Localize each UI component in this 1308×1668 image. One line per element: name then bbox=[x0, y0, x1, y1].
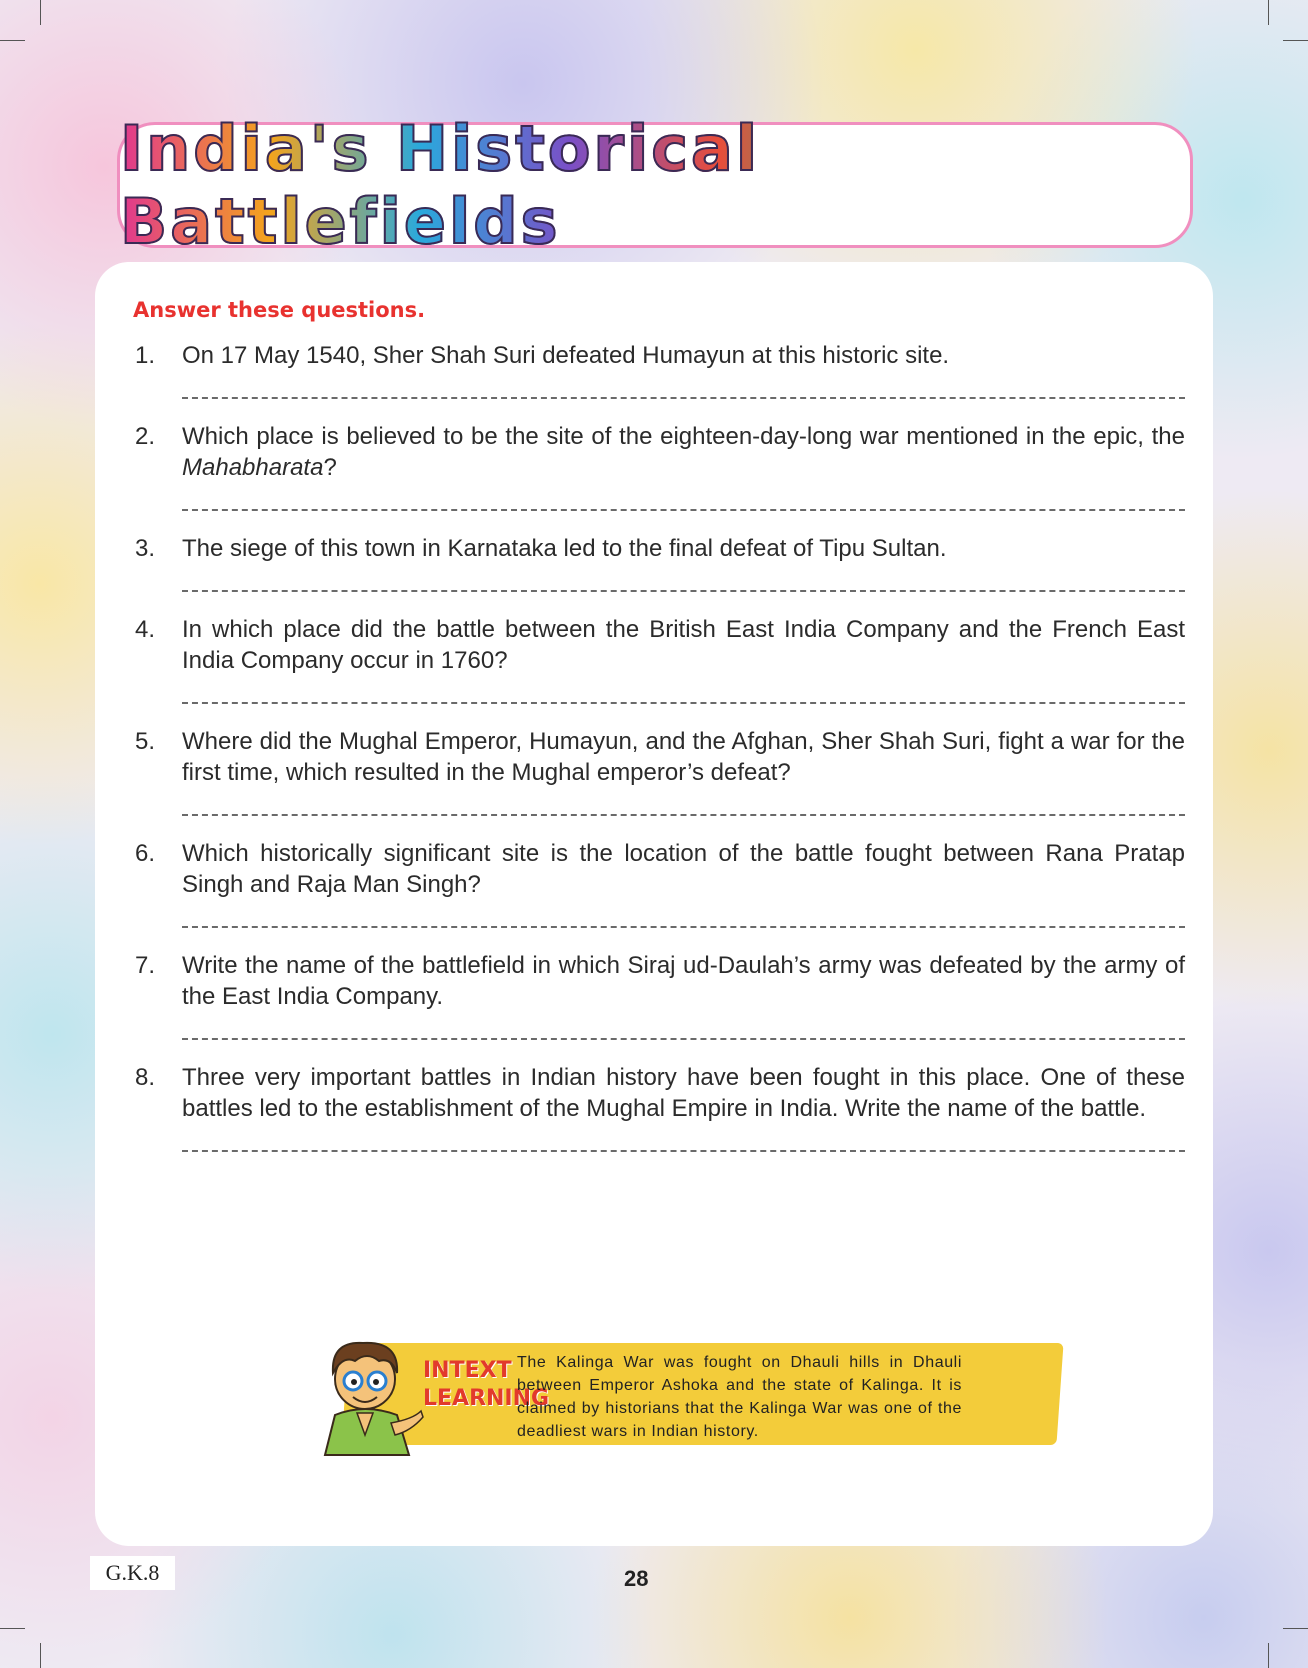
question-number: 1. bbox=[135, 342, 156, 369]
crop-mark bbox=[0, 1628, 25, 1629]
question-item bbox=[135, 533, 1185, 592]
question-number: 2. bbox=[135, 423, 156, 450]
question-body: In which place did the battle between the British East India Company and the French East India Company occur in 1760? bbox=[182, 616, 1185, 674]
question-item bbox=[135, 838, 1185, 928]
crop-mark bbox=[1268, 0, 1269, 25]
crop-mark bbox=[1268, 1643, 1269, 1668]
crop-mark bbox=[1283, 40, 1308, 41]
question-number: 3. bbox=[135, 535, 156, 562]
answer-line[interactable] bbox=[182, 814, 1185, 816]
crop-mark bbox=[40, 1643, 41, 1668]
instruction-heading: Answer these questions. bbox=[133, 298, 426, 322]
question-text bbox=[135, 340, 1185, 371]
question-number: 6. bbox=[135, 840, 156, 867]
crop-mark bbox=[40, 0, 41, 25]
question-body: Which place is believed to be the site of the eighteen-day-long war mentioned in the epic, the bbox=[182, 423, 1185, 450]
intext-learning-text: The Kalinga War was fought on Dhauli hills in Dhauli between Emperor Ashoka and the state of Kalinga. It is claimed by historians that the Kalinga War was one of the deadliest wars in Indian history. bbox=[517, 1354, 962, 1440]
page-number: 28 bbox=[624, 1566, 649, 1591]
crop-mark bbox=[0, 40, 25, 41]
question-item bbox=[135, 421, 1185, 511]
question-list bbox=[135, 340, 1185, 1174]
answer-line[interactable] bbox=[182, 590, 1185, 592]
intext-learning-label bbox=[423, 1357, 550, 1413]
title-banner bbox=[117, 112, 1193, 258]
question-text bbox=[135, 950, 1185, 1012]
intext-learning-box bbox=[305, 1327, 1065, 1457]
question-body: The siege of this town in Karnataka led to the final defeat of Tipu Sultan. bbox=[182, 535, 947, 562]
question-item bbox=[135, 726, 1185, 816]
question-body: On 17 May 1540, Sher Shah Suri defeated Humayun at this historic site. bbox=[182, 342, 950, 369]
question-text bbox=[135, 838, 1185, 900]
question-body: Where did the Mughal Emperor, Humayun, and the Afghan, Sher Shah Suri, fight a war for the first time, which resulted in the Mughal emperor’s defeat? bbox=[182, 728, 1185, 786]
boy-mascot-icon bbox=[305, 1327, 425, 1457]
answer-line[interactable] bbox=[182, 1038, 1185, 1040]
question-text bbox=[135, 726, 1185, 788]
question-body: Three very important battles in Indian history have been fought in this place. One of these battles led to the establishment of the Mughal Empire in India. Write the name of the battle. bbox=[182, 1064, 1185, 1122]
question-text bbox=[135, 533, 1185, 564]
answer-line[interactable] bbox=[182, 702, 1185, 704]
question-body-end: ? bbox=[323, 454, 337, 481]
question-text bbox=[135, 421, 1185, 483]
crop-mark bbox=[1283, 1628, 1308, 1629]
question-text bbox=[135, 1062, 1185, 1124]
intext-label-line2: LEARNING bbox=[423, 1386, 550, 1411]
question-item bbox=[135, 1062, 1185, 1152]
answer-line[interactable] bbox=[182, 509, 1185, 511]
question-number: 4. bbox=[135, 616, 156, 643]
question-item bbox=[135, 340, 1185, 399]
question-body: Write the name of the battlefield in which Siraj ud-Daulah’s army was defeated by the army of the East India Company. bbox=[182, 952, 1185, 1010]
answer-line[interactable] bbox=[182, 1150, 1185, 1152]
answer-line[interactable] bbox=[182, 397, 1185, 399]
question-italic: Mahabharata bbox=[182, 454, 324, 481]
question-text bbox=[135, 614, 1185, 676]
book-code: G.K.8 bbox=[90, 1556, 175, 1590]
question-number: 5. bbox=[135, 728, 156, 755]
worksheet-panel bbox=[95, 262, 1213, 1546]
intext-label-line1: INTEXT bbox=[423, 1358, 512, 1383]
question-number: 7. bbox=[135, 952, 156, 979]
question-number: 8. bbox=[135, 1064, 156, 1091]
question-body: Which historically significant site is the location of the battle fought between Rana Pratap Singh and Raja Man Singh? bbox=[182, 840, 1185, 898]
question-item bbox=[135, 614, 1185, 704]
answer-line[interactable] bbox=[182, 926, 1185, 928]
question-item bbox=[135, 950, 1185, 1040]
page-title: India's Historical Battlefields bbox=[120, 112, 1190, 258]
